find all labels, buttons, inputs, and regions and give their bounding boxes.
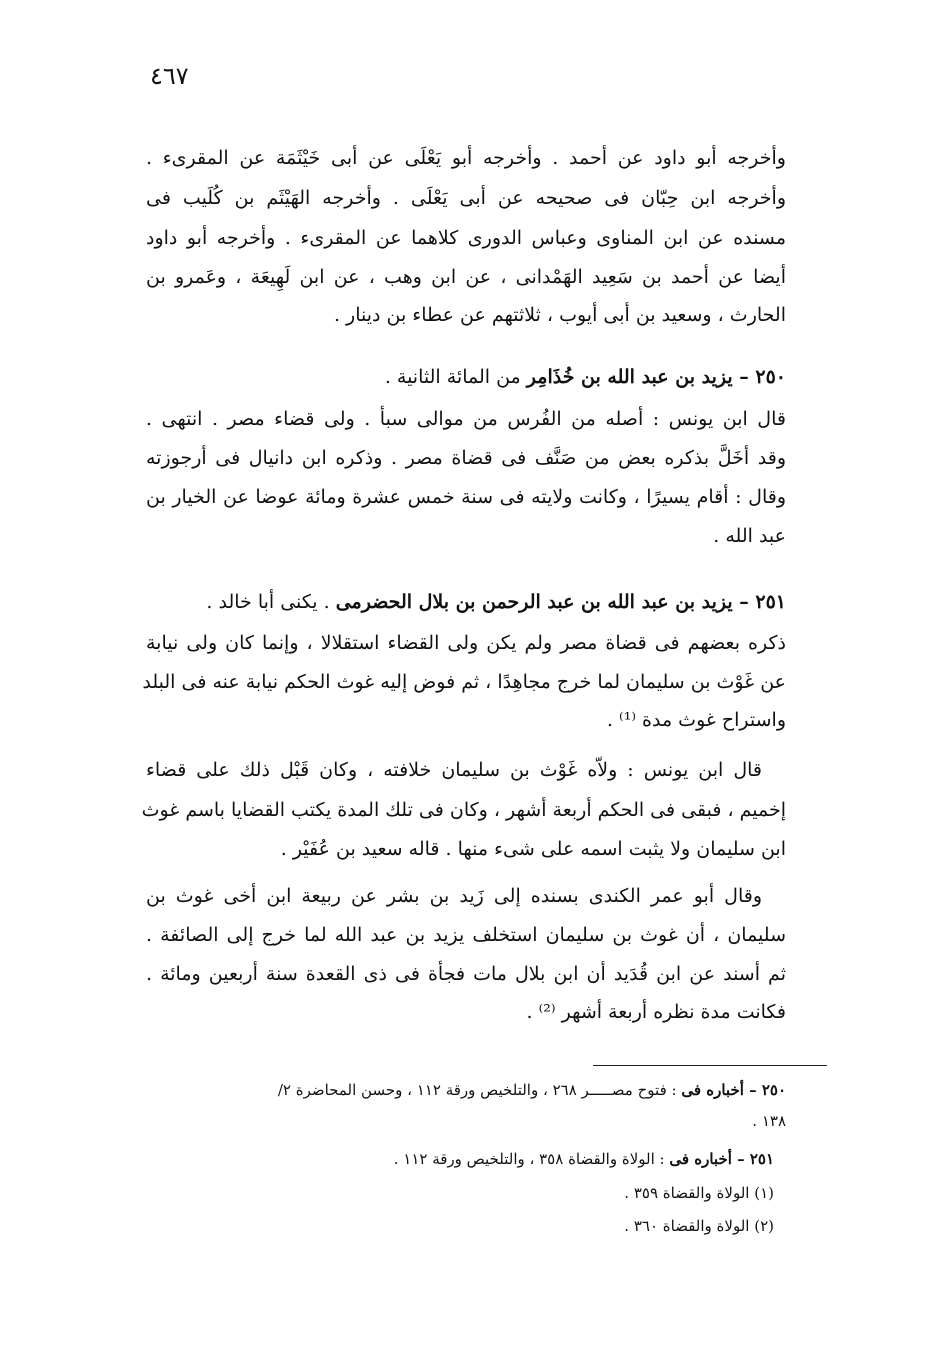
text-line: مسنده عن ابن المناوى وعباس الدورى كلاهما عن المقرىء . وأخرجه أبو داود bbox=[146, 227, 786, 249]
entry-title: ٢٥١ – يزيد بن عبد الله بن عبد الرحمن بن بلال الحضرمى bbox=[335, 591, 786, 613]
text-line: وأخرجه ابن حِبّان فى صحيحه عن أبى يَعْلَى . وأخرجه الهَيْثَم بن كُلَيب فى bbox=[146, 187, 786, 209]
text-line: فكانت مدة نظره أربعة أشهر ⁽²⁾ . bbox=[526, 1001, 786, 1023]
text-line: قال ابن يونس : أصله من الفُرس من موالى سبأ . ولى قضاء مصر . انتهى . bbox=[146, 408, 786, 430]
entry-heading bbox=[146, 587, 786, 617]
footnote-separator bbox=[593, 1065, 827, 1066]
footnote-note-2: (٢) الولاة والقضاة ٣٦٠ . bbox=[624, 1217, 774, 1235]
entry-subtitle: من المائة الثانية . bbox=[384, 366, 521, 388]
text-line: إخميم ، فبقى فى الحكم أربعة أشهر ، وكان فى تلك المدة يكتب القضايا باسم غوث bbox=[141, 799, 786, 821]
page-number: ٤٦٧ bbox=[150, 62, 189, 90]
text-line: عن غَوْث بن سليمان لما خرج مجاهِدًا ، ثم فوض إليه غوث الحكم نيابة عنه فى البلد bbox=[142, 671, 786, 693]
text-line: ابن سليمان ولا يثبت اسمه على شىء منها . قاله سعيد بن عُفَيْر . bbox=[280, 838, 786, 860]
text-line: ذكره بعضهم فى قضاة مصر ولم يكن ولى القضاء استقلالا ، وإنما كان ولى نيابة bbox=[146, 632, 786, 654]
footnote-text: : فتوح مصـــــر ٢٦٨ ، والتلخيص ورقة ١١٢ ، وحسن المحاضرة ٢/ bbox=[277, 1081, 677, 1099]
footnote-note-1: (١) الولاة والقضاة ٣٥٩ . bbox=[624, 1184, 774, 1202]
text-line: عبد الله . bbox=[713, 525, 786, 547]
footnote-251 bbox=[146, 1146, 786, 1172]
entry-title: ٢٥٠ – يزيد بن عبد الله بن خُذَامِر bbox=[526, 366, 786, 388]
footnote-label: ٢٥٠ – أخباره فى bbox=[681, 1081, 786, 1099]
text-line: وقال أبو عمر الكندى بسنده إلى زَيد بن بشر عن ربيعة ابن أخى غوث بن bbox=[146, 885, 762, 907]
footnote-text: : الولاة والقضاة ٣٥٨ ، والتلخيص ورقة ١١٢ . bbox=[393, 1150, 665, 1168]
text-line: ثم أسند عن ابن قُدَيد أن ابن بلال مات فجأة فى ذى القعدة سنة أربعين ومائة . bbox=[146, 963, 786, 985]
entry-heading bbox=[146, 362, 786, 392]
text-line: وقال : أقام يسيرًا ، وكانت ولايته فى سنة خمس عشرة ومائة عوضا عن الخيار بن bbox=[146, 486, 786, 508]
entry-subtitle: . يكنى أبا خالد . bbox=[206, 591, 330, 613]
text-line: واستراح غوث مدة ⁽¹⁾ . bbox=[606, 709, 786, 731]
text-line: سليمان ، أن غوث بن سليمان استخلف يزيد بن عبد الله لما خرج إلى الصائفة . bbox=[146, 924, 786, 946]
text-line: وأخرجه أبو داود عن أحمد . وأخرجه أبو يَعْلَى عن أبى خَيْثَمَة عن المقرىء . bbox=[146, 147, 786, 169]
footnote-250 bbox=[146, 1077, 786, 1103]
text-line: أيضا عن أحمد بن سَعِيد الهَمْدانى ، عن ابن وهب ، عن ابن لَهِيعَة ، وعَمرو بن bbox=[146, 266, 786, 288]
footnote-label: ٢٥١ – أخباره فى bbox=[669, 1150, 774, 1168]
footnote-250-continuation: ١٣٨ . bbox=[752, 1112, 786, 1130]
text-line: الحارث ، وسعيد بن أبى أيوب ، ثلاثتهم عن عطاء بن دينار . bbox=[333, 304, 786, 326]
text-line: وقد أخَلَّ بذكره بعض من صَنَّف فى قضاة مصر . وذكره ابن دانيال فى أرجوزته bbox=[146, 447, 786, 469]
text-line: قال ابن يونس : ولاّه غَوْث بن سليمان خلافته ، وكان قَبْل ذلك على قضاء bbox=[146, 759, 762, 781]
